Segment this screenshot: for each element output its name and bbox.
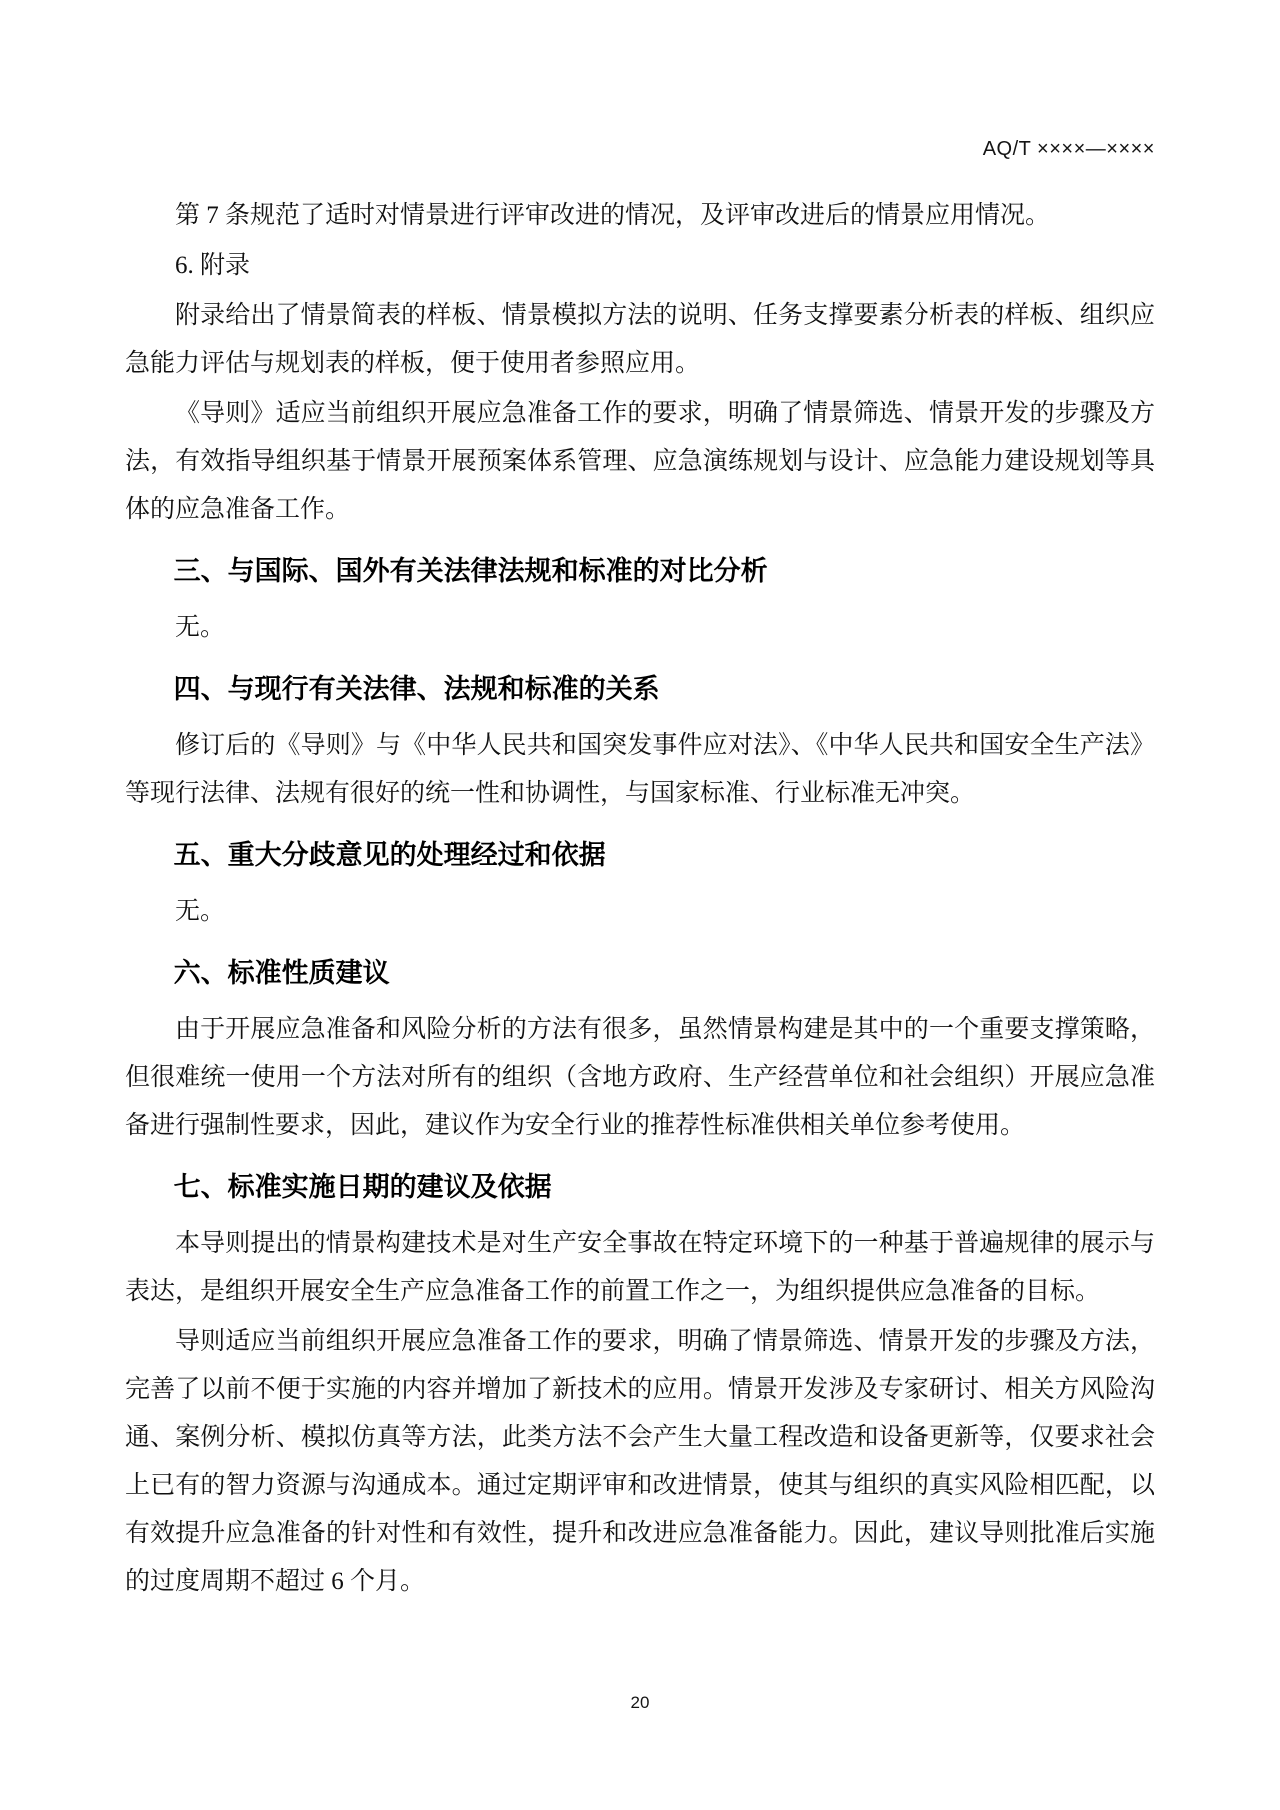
paragraph-none-1: 无。 <box>175 614 226 641</box>
heading-section-5-disagreements: 五、重大分歧意见的处理经过和依据 <box>173 840 606 870</box>
standard-code-header: AQ/T ××××—×××× <box>982 138 1155 160</box>
paragraph-none-2: 无。 <box>175 898 226 925</box>
page-number: 20 <box>630 1693 650 1712</box>
heading-section-4-relation-to-laws: 四、与现行有关法律、法规和标准的关系 <box>173 674 660 704</box>
heading-section-3-international-comparison: 三、与国际、国外有关法律法规和标准的对比分析 <box>173 556 768 586</box>
document-body <box>125 190 1155 1608</box>
paragraph-laws-consistency: 修订后的《导则》与《中华人民共和国突发事件应对法》、《中华人民共和国安全生产法》等现行法律、法规有很好的统一性和协调性，与国家标准、行业标准无冲突。 <box>125 732 1155 807</box>
paragraph-guideline-summary: 《导则》适应当前组织开展应急准备工作的要求，明确了情景筛选、情景开发的步骤及方法，有效指导组织基于情景开展预案体系管理、应急演练规划与设计、应急能力建设规划等具体的应急准备工作。 <box>125 400 1155 523</box>
paragraph-standard-nature-reasoning: 由于开展应急准备和风险分析的方法有很多，虽然情景构建是其中的一个重要支撑策略，但很难统一使用一个方法对所有的组织（含地方政府、生产经营单位和社会组织）开展应急准备进行强制性要求，因此，建议作为安全行业的推荐性标准供相关单位参考使用。 <box>125 1016 1155 1139</box>
paragraph-clause7: 第 7 条规范了适时对情景进行评审改进的情况，及评审改进后的情景应用情况。 <box>175 202 1051 229</box>
paragraph-implementation-period: 导则适应当前组织开展应急准备工作的要求，明确了情景筛选、情景开发的步骤及方法，完善了以前不便于实施的内容并增加了新技术的应用。情景开发涉及专家研讨、相关方风险沟通、案例分析、模拟仿真等方法，此类方法不会产生大量工程改造和设备更新等，仅要求社会上已有的智力资源与沟通成本。通过定期评审和改进情景，使其与组织的真实风险相匹配，以有效提升应急准备的针对性和有效性，提升和改进应急准备能力。因此，建议导则批准后实施的过度周期不超过 6 个月。 <box>125 1328 1155 1595</box>
paragraph-appendix-description: 附录给出了情景简表的样板、情景模拟方法的说明、任务支撑要素分析表的样板、组织应急能力评估与规划表的样板，便于使用者参照应用。 <box>125 302 1155 377</box>
paragraph-implementation-goal: 本导则提出的情景构建技术是对生产安全事故在特定环境下的一种基于普遍规律的展示与表达，是组织开展安全生产应急准备工作的前置工作之一，为组织提供应急准备的目标。 <box>125 1230 1155 1305</box>
heading-section-6-standard-nature: 六、标准性质建议 <box>173 958 390 988</box>
heading-section-7-implementation-date: 七、标准实施日期的建议及依据 <box>173 1172 552 1202</box>
list-item-6-appendix: 6. 附录 <box>175 252 251 279</box>
